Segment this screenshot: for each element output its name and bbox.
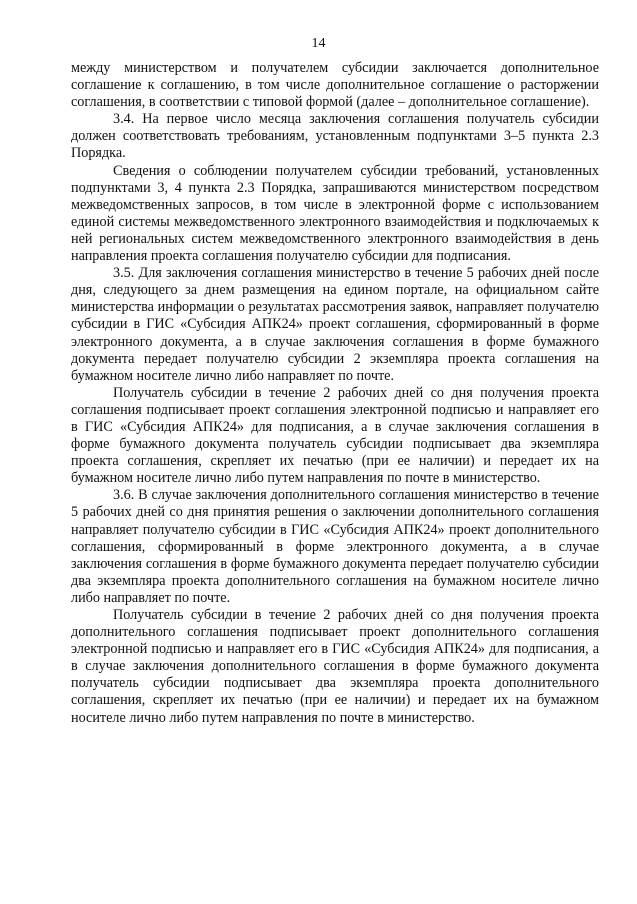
paragraph-recipient-signing-additional: Получатель субсидии в течение 2 рабочих дней со дня получения проекта дополнительного соглашения подписывает проект дополнительного соглашения электронной подписью и направляет его в ГИС «Субсидия АПК24» для подписания, а в случае заключения дополнительного соглашения в форме бумажного документа получатель субсидии подписывает два экземпляра проекта дополнительного соглашения, скрепляет их печатью (при ее наличии) и передает их на бумажном носителе лично либо путем направления по почте в министерство. (71, 607, 599, 726)
paragraph-additional-agreement-continuation: между министерством и получателем субсидии заключается дополнительное соглашение к соглашению, в том числе дополнительное соглашение о расторжении соглашения, в соответствии с типовой формой (далее – дополнительное соглашение). (71, 60, 599, 111)
page-number: 14 (311, 36, 326, 51)
paragraph-recipient-signing: Получатель субсидии в течение 2 рабочих дней со дня получения проекта соглашения подписывает проект соглашения электронной подписью и направляет его в ГИС «Субсидия АПК24» для подписания, а в случае заключения соглашения в форме бумажного документа получатель субсидии подписывает два экземпляра проекта соглашения, скрепляет их печатью (при ее наличии) и передает их на бумажном носителе лично либо путем направления по почте в министерство. (71, 384, 599, 487)
paragraph-3-6: 3.6. В случае заключения дополнительного соглашения министерство в течение 5 рабочих дней со дня принятия решения о заключении дополнительного соглашения направляет получателю субсидии в ГИС «Субсидия АПК24» проект дополнительного соглашения, сформированный в форме электронного документа, а в случае заключения соглашения в форме бумажного документа передает получателю субсидии два экземпляра проекта дополнительного соглашения на бумажном носителе лично либо направляет по почте. (71, 487, 599, 606)
paragraph-3-4: 3.4. На первое число месяца заключения соглашения получатель субсидии должен соответствовать требованиям, установленным подпунктами 3–5 пункта 2.3 Порядка. (71, 111, 599, 162)
paragraph-compliance-info: Сведения о соблюдении получателем субсидии требований, установленных подпунктами 3, 4 пункта 2.3 Порядка, запрашиваются министерством посредством межведомственных запросов, в том числе в электронной форме с использованием единой системы межведомственного электронного взаимодействия и подключаемых к ней региональных систем межведомственного электронного взаимодействия в день направления проекта соглашения получателю субсидии для подписания. (71, 162, 599, 265)
paragraph-3-5: 3.5. Для заключения соглашения министерство в течение 5 рабочих дней после дня, следующего за днем размещения на едином портале, на официальном сайте министерства информации о результатах рассмотрения заявок, направляет получателю субсидии в ГИС «Субсидия АПК24» проект соглашения, сформированный в форме электронного документа, а в случае заключения соглашения в форме бумажного документа передает получателю субсидии 2 экземпляра проекта соглашения на бумажном носителе лично либо направляет по почте. (71, 265, 599, 384)
document-body (71, 60, 599, 727)
